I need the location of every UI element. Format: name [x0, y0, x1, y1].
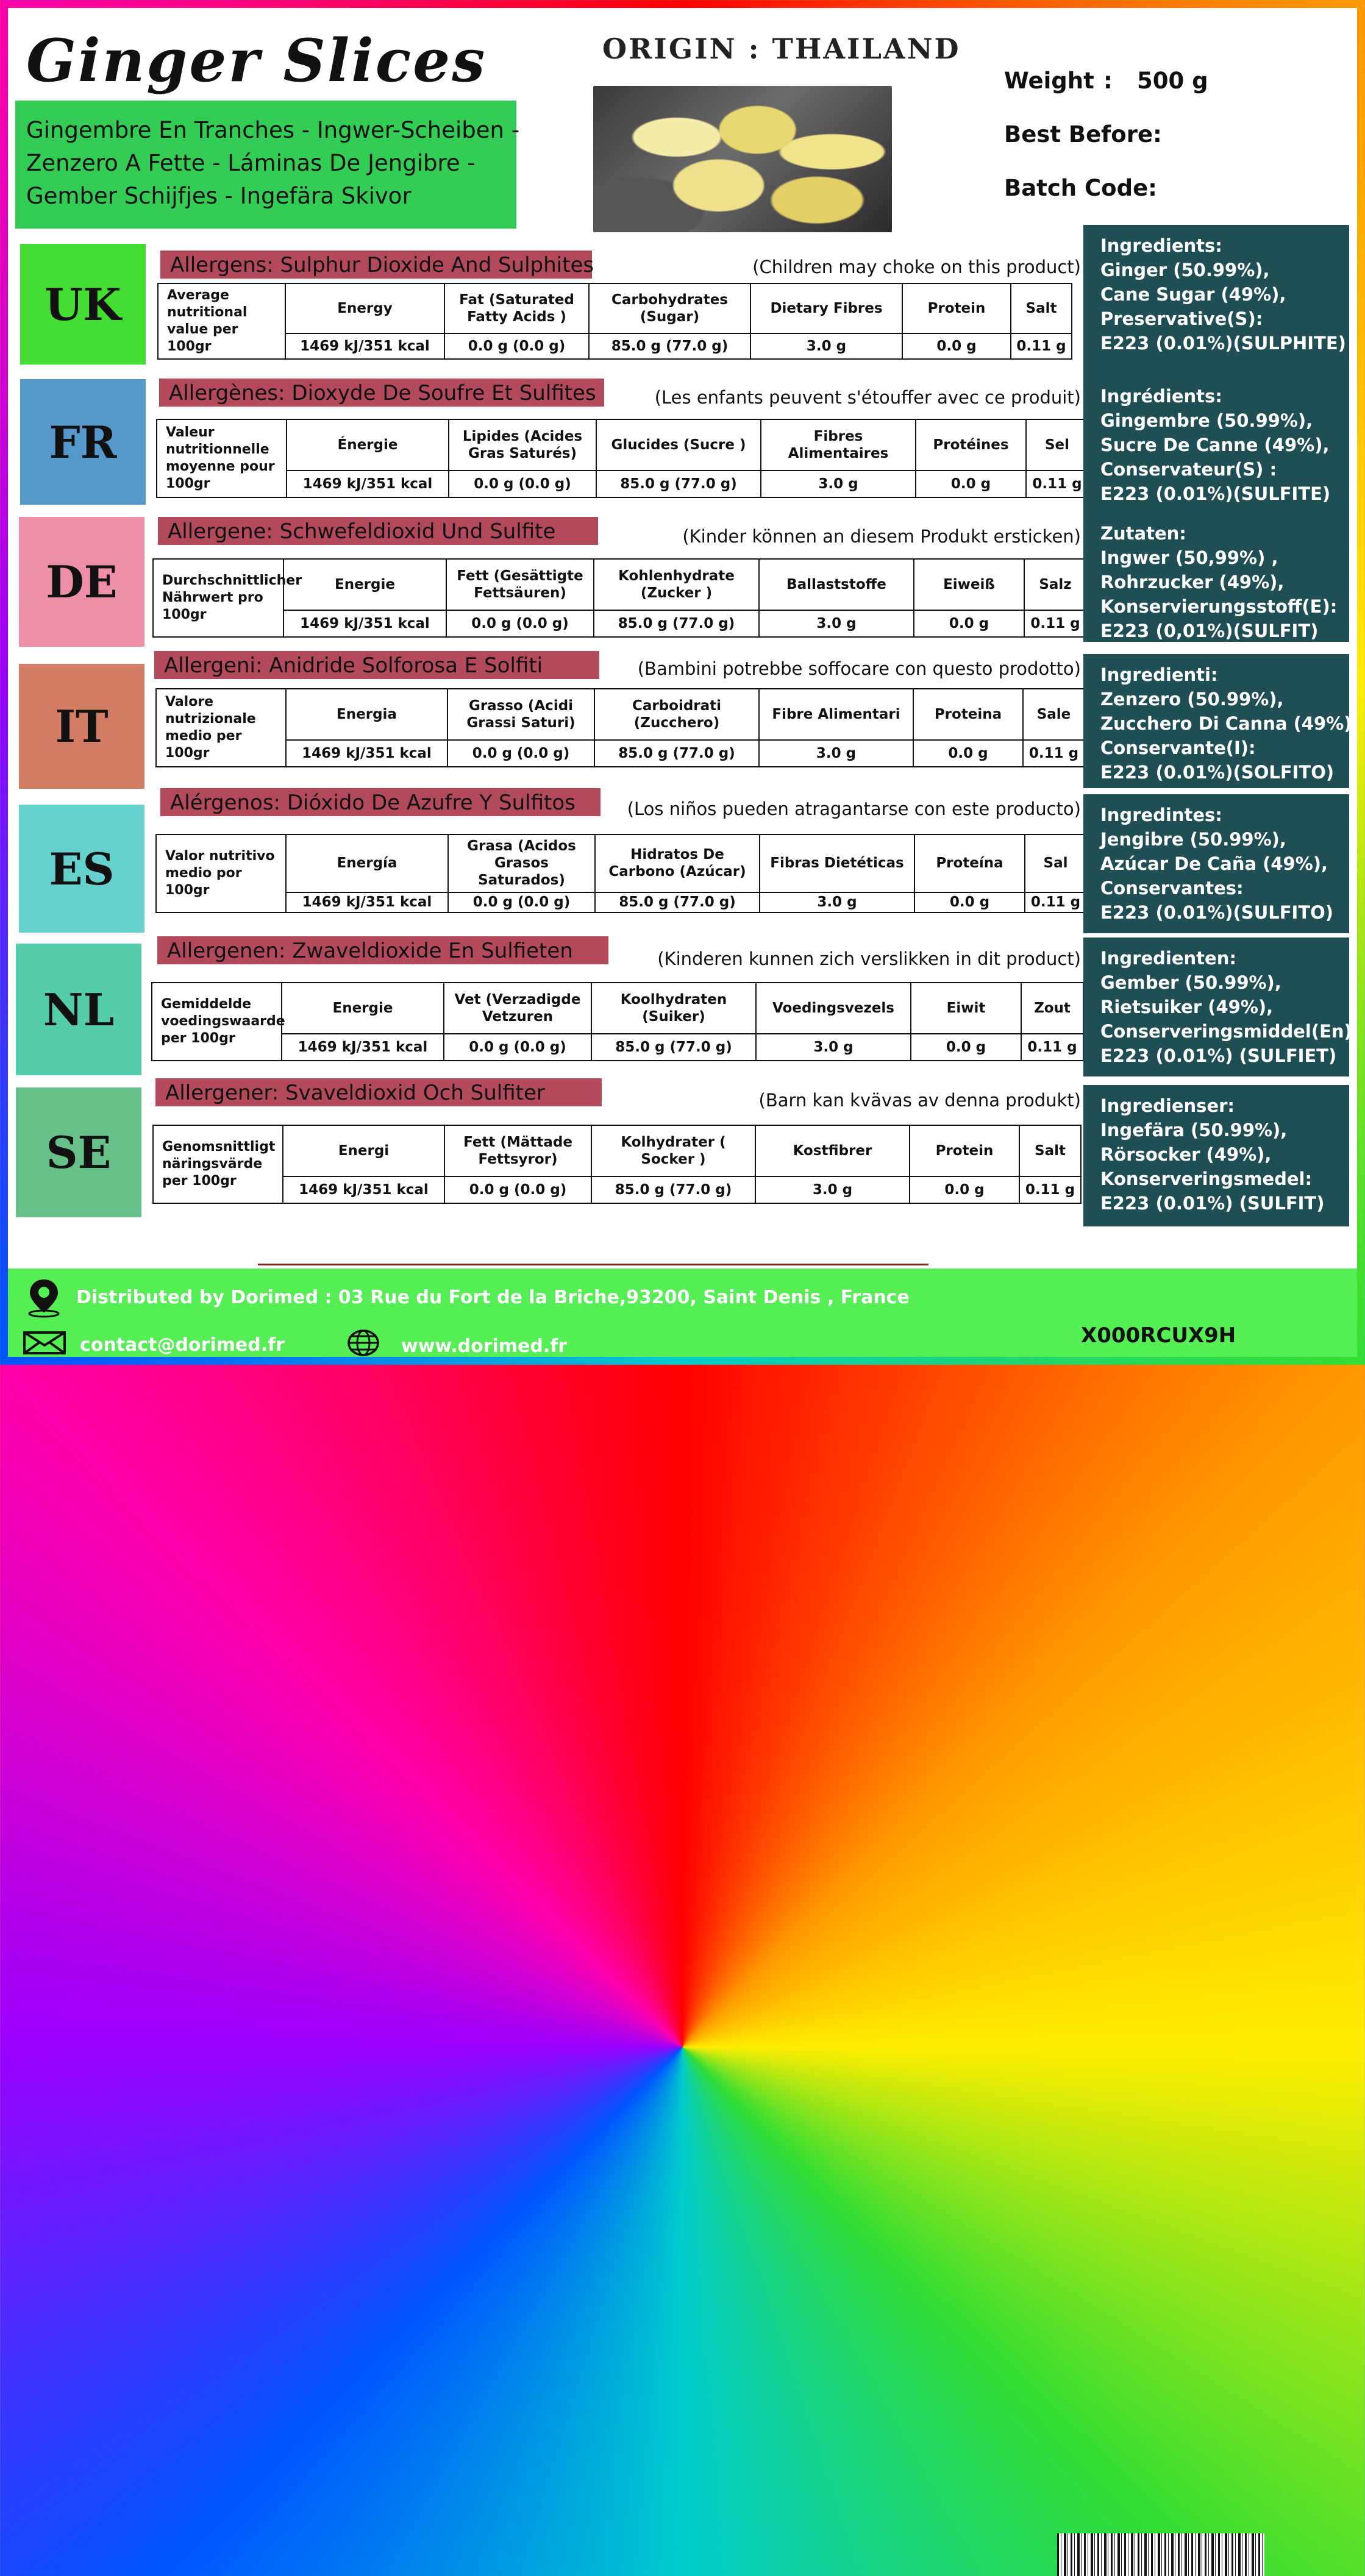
nutrition-header: Sel — [1026, 419, 1088, 471]
envelope-icon — [23, 1331, 66, 1355]
nutrition-table — [157, 283, 1072, 360]
nutrition-value: 1469 kJ/351 kcal — [285, 333, 444, 359]
nutrition-header: Energi — [283, 1125, 444, 1176]
nutrition-header: Fett (Mättade Fettsyror) — [444, 1125, 591, 1176]
nutrition-value: 0.11 g — [1019, 1176, 1081, 1203]
nutrition-header: Fibres Alimentaires — [761, 419, 916, 471]
nutrition-header: Ballaststoffe — [759, 559, 914, 610]
nutrition-value: 0.0 g (0.0 g) — [449, 471, 596, 497]
allergen-banner: Allergènes: Dioxyde De Soufre Et Sulfites — [159, 379, 604, 407]
nutrition-table — [151, 982, 1084, 1061]
nutrition-header: Kohlenhydrate (Zucker ) — [594, 559, 759, 610]
ingredient-line: Rietsuiker (49%), — [1100, 997, 1274, 1017]
product-label — [8, 8, 1360, 1357]
country-code-nl: NL — [16, 944, 141, 1075]
nutrition-value: 0.0 g — [916, 471, 1026, 497]
nutrition-value: 3.0 g — [750, 333, 902, 359]
ingredient-line: Gingembre (50.99%), — [1100, 410, 1313, 431]
website-link[interactable]: www.dorimed.fr — [401, 1336, 568, 1357]
nutrition-value: 1469 kJ/351 kcal — [287, 471, 449, 497]
nutrition-row-label: Gemiddelde voedingswaarde per 100gr — [152, 983, 282, 1061]
ingredient-line: Conserveringsmiddel(En): — [1100, 1021, 1360, 1042]
allergen-banner: Allergeni: Anidride Solforosa E Solfiti — [154, 651, 599, 679]
nutrition-value: 3.0 g — [761, 471, 916, 497]
allergen-banner: Alérgenos: Dióxido De Azufre Y Sulfitos — [160, 788, 601, 816]
ingredient-line: Ingredienten: — [1100, 948, 1236, 969]
allergen-banner: Allergens: Sulphur Dioxide And Sulphites — [160, 251, 592, 279]
nutrition-row-label: Valor nutritivo medio por 100gr — [156, 834, 286, 913]
ingredient-line: E223 (0.01%) (SULFIET) — [1100, 1045, 1337, 1066]
origin-text: ORIGIN : THAILAND — [602, 32, 961, 65]
nutrition-header: Voedingsvezels — [756, 983, 911, 1034]
nutrition-value: 0.0 g — [911, 1034, 1021, 1061]
nutrition-header: Salt — [1011, 283, 1072, 333]
country-code-se: SE — [16, 1087, 141, 1217]
nutrition-header: Sale — [1023, 689, 1085, 740]
ingredients-box — [1083, 654, 1359, 788]
nutrition-value: 0.0 g (0.0 g) — [447, 740, 594, 767]
nutrition-header: Dietary Fibres — [750, 283, 902, 333]
nutrition-table — [155, 688, 1085, 767]
nutrition-header: Proteína — [914, 834, 1025, 892]
ingredient-line: Sucre De Canne (49%), — [1100, 435, 1330, 455]
ingredient-line: Rörsocker (49%), — [1100, 1144, 1272, 1165]
nutrition-value: 0.0 g — [913, 740, 1023, 767]
ingredient-line: E223 (0.01%)(SULFITE) — [1100, 483, 1331, 504]
nutrition-value: 85.0 g (77.0 g) — [591, 1034, 756, 1061]
country-code-it: IT — [19, 664, 144, 789]
nutrition-value: 0.11 g — [1025, 892, 1086, 913]
nutrition-value: 0.11 g — [1021, 1034, 1083, 1061]
choking-warning: (Barn kan kvävas av denna produkt) — [758, 1090, 1081, 1111]
nutrition-header: Energy — [285, 283, 444, 333]
country-code-de: DE — [19, 517, 144, 647]
nutrition-value: 1469 kJ/351 kcal — [282, 1034, 444, 1061]
ingredients-box — [1083, 1085, 1349, 1226]
nutrition-header: Fibras Dietéticas — [760, 834, 914, 892]
nutrition-header: Salt — [1019, 1125, 1081, 1176]
nutrition-value: 0.0 g — [914, 610, 1024, 637]
choking-warning: (Bambini potrebbe soffocare con questo prodotto) — [637, 658, 1081, 679]
nutrition-header: Carboidrati (Zucchero) — [594, 689, 759, 740]
ingredient-line: Preservative(S): — [1100, 308, 1263, 329]
ingredient-line: Zutaten: — [1100, 523, 1186, 544]
ingredient-line: E223 (0.01%)(SULPHITE) — [1100, 333, 1346, 354]
nutrition-value: 0.0 g — [902, 333, 1011, 359]
ingredient-line: Conservateur(S) : — [1100, 459, 1277, 480]
ingredient-line: Cane Sugar (49%), — [1100, 284, 1286, 305]
nutrition-header: Grasso (Acidi Grassi Saturi) — [447, 689, 594, 740]
ingredients-box — [1083, 513, 1349, 642]
ingredients-box — [1083, 225, 1349, 375]
nutrition-value: 85.0 g (77.0 g) — [594, 610, 759, 637]
choking-warning: (Les enfants peuvent s'étouffer avec ce produit) — [654, 387, 1081, 408]
ingredient-line: Ingrédients: — [1100, 386, 1222, 407]
nutrition-header: Sal — [1025, 834, 1086, 892]
nutrition-header: Fett (Gesättigte Fettsäuren) — [446, 559, 594, 610]
weight-value: 500 g — [1137, 68, 1208, 94]
ingredient-line: E223 (0,01%)(SULFIT) — [1100, 621, 1319, 641]
nutrition-table — [152, 558, 1087, 638]
nutrition-value: 3.0 g — [756, 1034, 911, 1061]
nutrition-row-label: Durchschnittlicher Nährwert pro 100gr — [153, 559, 283, 637]
nutrition-value: 1469 kJ/351 kcal — [286, 892, 448, 913]
choking-warning: (Children may choke on this product) — [752, 257, 1081, 277]
nutrition-table — [156, 419, 1089, 498]
nutrition-header: Eiweiß — [914, 559, 1024, 610]
ingredient-line: Ingredienti: — [1100, 664, 1218, 685]
ingredient-line: Jengibre (50.99%), — [1100, 829, 1286, 850]
ingredient-line: Conservante(I): — [1100, 738, 1256, 758]
nutrition-value: 85.0 g (77.0 g) — [589, 333, 750, 359]
nutrition-header: Fibre Alimentari — [759, 689, 913, 740]
nutrition-header: Kolhydrater ( Socker ) — [591, 1125, 755, 1176]
ingredient-line: Rohrzucker (49%), — [1100, 572, 1285, 592]
ingredient-line: Gember (50.99%), — [1100, 972, 1281, 993]
nutrition-header: Energia — [286, 689, 447, 740]
translation-line: Gingembre En Tranches - Ingwer-Scheiben - — [26, 117, 520, 143]
globe-icon — [347, 1329, 380, 1357]
choking-warning: (Kinderen kunnen zich verslikken in dit product) — [657, 948, 1081, 969]
ingredient-line: Ginger (50.99%), — [1100, 260, 1270, 280]
nutrition-value: 0.0 g (0.0 g) — [446, 610, 594, 637]
nutrition-header: Grasa (Acidos Grasos Saturados) — [448, 834, 595, 892]
allergen-banner: Allergener: Svaveldioxid Och Sulfiter — [155, 1078, 602, 1106]
ingredient-line: Ingwer (50,99%) , — [1100, 547, 1278, 568]
nutrition-header: Carbohydrates (Sugar) — [589, 283, 750, 333]
ingredients-box — [1083, 375, 1349, 513]
best-before-label: Best Before: — [1004, 121, 1162, 148]
nutrition-value: 0.0 g (0.0 g) — [448, 892, 595, 913]
nutrition-row-label: Valore nutrizionale medio per 100gr — [156, 689, 286, 767]
nutrition-header: Kostfibrer — [755, 1125, 910, 1176]
ingredient-line: Ingredients: — [1100, 235, 1222, 256]
nutrition-table — [155, 834, 1087, 913]
nutrition-header: Energía — [286, 834, 448, 892]
ingredient-line: E223 (0.01%)(SULFITO) — [1100, 902, 1334, 923]
nutrition-header: Energie — [282, 983, 444, 1034]
translation-line: Gember Schijfjes - Ingefära Skivor — [26, 183, 412, 209]
nutrition-value: 3.0 g — [759, 610, 914, 637]
nutrition-value: 1469 kJ/351 kcal — [283, 610, 446, 637]
nutrition-header: Glucides (Sucre ) — [596, 419, 761, 471]
nutrition-row-label: Average nutritional value per 100gr — [158, 283, 285, 359]
ingredient-line: E223 (0.01%)(SOLFITO) — [1100, 762, 1335, 783]
ingredient-line: Ingredienser: — [1100, 1095, 1235, 1116]
nutrition-value: 85.0 g (77.0 g) — [596, 471, 761, 497]
nutrition-value: 0.0 g (0.0 g) — [444, 1034, 591, 1061]
choking-warning: (Kinder können an diesem Produkt ersticken) — [682, 526, 1081, 547]
allergen-banner: Allergenen: Zwaveldioxide En Sulfieten — [157, 936, 608, 964]
weight-label: Weight — [1004, 68, 1094, 94]
ingredient-line: Zucchero Di Canna (49%), — [1100, 713, 1359, 734]
location-pin-icon — [24, 1277, 64, 1317]
nutrition-value: 1469 kJ/351 kcal — [286, 740, 447, 767]
nutrition-header: Hidratos De Carbono (Azúcar) — [595, 834, 760, 892]
ingredient-line: Conservantes: — [1100, 878, 1244, 898]
product-title: Ginger Slices — [26, 26, 487, 95]
email-link[interactable]: contact@dorimed.fr — [80, 1334, 285, 1356]
nutrition-value: 0.0 g (0.0 g) — [444, 333, 589, 359]
distributor-address: Distributed by Dorimed : 03 Rue du Fort de la Briche,93200, Saint Denis , France — [76, 1287, 910, 1308]
choking-warning: (Los niños pueden atragantarse con este producto) — [627, 799, 1081, 819]
nutrition-value: 3.0 g — [760, 892, 914, 913]
footer-bar — [8, 1268, 1357, 1357]
nutrition-header: Salz — [1024, 559, 1086, 610]
ingredient-line: Ingefära (50.99%), — [1100, 1120, 1288, 1140]
ingredient-line: Ingredintes: — [1100, 805, 1222, 825]
nutrition-row-label: Genomsnittligt näringsvärde per 100gr — [153, 1125, 283, 1203]
country-code-uk: UK — [20, 244, 146, 365]
translations-box — [15, 101, 520, 229]
country-code-es: ES — [19, 805, 144, 933]
ingredient-line: E223 (0.01%) (SULFIT) — [1100, 1193, 1325, 1214]
nutrition-value: 3.0 g — [755, 1176, 910, 1203]
nutrition-value: 0.11 g — [1026, 471, 1088, 497]
translation-line: Zenzero A Fette - Láminas De Jengibre - — [26, 150, 476, 176]
nutrition-header: Fat (Saturated Fatty Acids ) — [444, 283, 589, 333]
nutrition-header: Énergie — [287, 419, 449, 471]
nutrition-value: 0.11 g — [1024, 610, 1086, 637]
nutrition-header: Lipides (Acides Gras Saturés) — [449, 419, 596, 471]
nutrition-header: Protein — [902, 283, 1011, 333]
nutrition-header: Eiwit — [911, 983, 1021, 1034]
nutrition-table — [152, 1125, 1082, 1204]
nutrition-value: 3.0 g — [759, 740, 913, 767]
nutrition-value: 0.11 g — [1023, 740, 1085, 767]
ingredient-line: Zenzero (50.99%), — [1100, 689, 1284, 710]
nutrition-header: Protéines — [916, 419, 1026, 471]
nutrition-row-label: Valeur nutritionnelle moyenne pour 100gr — [157, 419, 287, 497]
nutrition-value: 0.0 g (0.0 g) — [444, 1176, 591, 1203]
batch-code-label: Batch Code: — [1004, 175, 1157, 201]
ingredient-line: Azúcar De Caña (49%), — [1100, 853, 1328, 874]
nutrition-value: 0.0 g — [914, 892, 1025, 913]
nutrition-value: 1469 kJ/351 kcal — [283, 1176, 444, 1203]
nutrition-header: Protein — [910, 1125, 1019, 1176]
nutrition-value: 0.0 g — [910, 1176, 1019, 1203]
ingredient-line: Konservierungsstoff(E): — [1100, 596, 1338, 617]
nutrition-value: 0.11 g — [1011, 333, 1072, 359]
ginger-photo — [593, 86, 892, 232]
divider-line — [258, 1264, 928, 1265]
barcode — [1057, 2533, 1264, 2576]
nutrition-header: Zout — [1021, 983, 1083, 1034]
nutrition-header: Vet (Verzadigde Vetzuren — [444, 983, 591, 1034]
nutrition-header: Energie — [283, 559, 446, 610]
nutrition-value: 85.0 g (77.0 g) — [595, 892, 760, 913]
ingredients-box — [1083, 794, 1349, 933]
barcode-number: X000RCUX9H — [1081, 1323, 1236, 1348]
nutrition-value: 85.0 g (77.0 g) — [594, 740, 759, 767]
nutrition-value: 85.0 g (77.0 g) — [591, 1176, 755, 1203]
ingredient-line: Konserveringsmedel: — [1100, 1169, 1313, 1189]
weight-separator: : — [1103, 68, 1113, 94]
nutrition-header: Proteina — [913, 689, 1023, 740]
allergen-banner: Allergene: Schwefeldioxid Und Sulfite — [158, 517, 598, 545]
country-code-fr: FR — [20, 379, 146, 505]
nutrition-header: Koolhydraten (Suiker) — [591, 983, 756, 1034]
ingredients-box — [1083, 938, 1360, 1076]
